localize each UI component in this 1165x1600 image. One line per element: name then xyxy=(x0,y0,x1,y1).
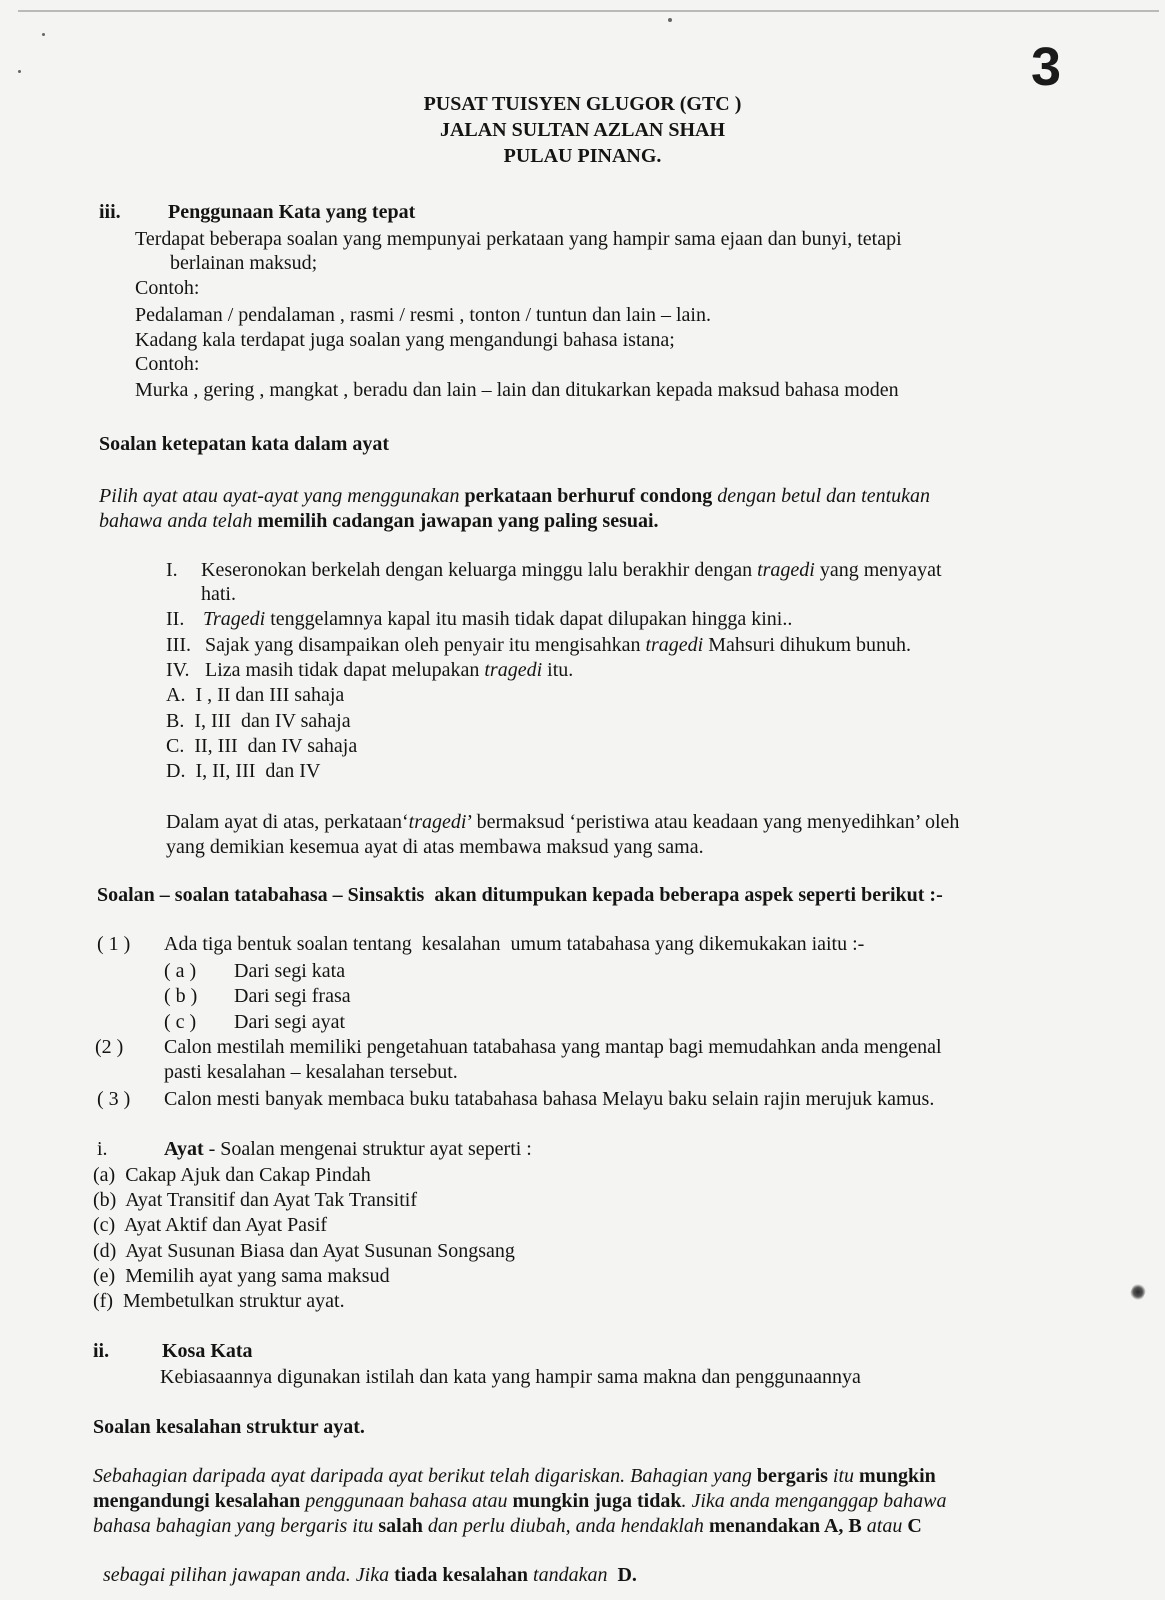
kesalahan-instruction-line-1 xyxy=(93,1464,936,1488)
sub-point-label: ( c ) xyxy=(164,1011,197,1033)
sub-point-label: ( b ) xyxy=(164,985,198,1007)
sentence-text: Sajak yang disampaikan oleh penyair itu mengisahkan xyxy=(205,634,646,656)
section-iii-paragraph-1: Terdapat beberapa soalan yang mempunyai perkataan yang hampir sama ejaan dan bunyi, tetapi xyxy=(135,228,902,250)
kesalahan-heading: Soalan kesalahan struktur ayat. xyxy=(93,1416,365,1438)
point-3-text: Calon mesti banyak membaca buku tatabahasa bahasa Melayu baku selain rajin merujuk kamus. xyxy=(164,1088,935,1110)
instruction-bold: C xyxy=(907,1515,922,1537)
sentence-2 xyxy=(203,607,792,631)
instruction-italic: Pilih ayat atau ayat-ayat yang menggunakan xyxy=(99,485,465,507)
instruction-italic: dengan betul dan tentukan xyxy=(712,485,931,507)
sentence-4 xyxy=(205,658,573,682)
sentence-text: Keseronokan berkelah dengan keluarga minggu lalu berakhir dengan xyxy=(201,559,758,581)
ayat-item-e: (e) Memilih ayat yang sama maksud xyxy=(93,1265,390,1287)
ketepatan-instruction-line-2 xyxy=(99,509,659,533)
section-iii-example-2: Murka , gering , mangkat , beradu dan lain – lain dan ditukarkan kepada maksud bahasa moden xyxy=(135,379,899,401)
ayat-number: i. xyxy=(97,1138,108,1160)
sub-point-label: ( a ) xyxy=(164,960,197,982)
section-iii-paragraph-2: Kadang kala terdapat juga soalan yang mengandungi bahasa istana; xyxy=(135,329,675,351)
sub-point-text: Dari segi frasa xyxy=(234,985,351,1007)
target-word: tragedi xyxy=(757,559,815,581)
instruction-bold: mungkin juga tidak xyxy=(512,1490,682,1512)
tatabahasa-heading: Soalan – soalan tatabahasa – Sinsaktis akan ditumpukan kepada beberapa aspek seperti berikut :- xyxy=(97,884,943,906)
kosa-number: ii. xyxy=(93,1340,110,1362)
instruction-bold: mengandungi kesalahan xyxy=(93,1490,301,1512)
instruction-italic: sebagai pilihan jawapan anda. Jika xyxy=(103,1564,395,1586)
ayat-title: Ayat xyxy=(164,1138,204,1160)
sentence-number: I. xyxy=(166,559,178,581)
ayat-heading xyxy=(164,1137,532,1161)
scan-speck xyxy=(42,33,45,36)
instruction-bold: bergaris xyxy=(756,1465,828,1487)
sentence-1-cont: hati. xyxy=(201,583,236,605)
instruction-italic: . Jika anda menganggap bahawa xyxy=(681,1490,947,1512)
answer-option-b: B. I, III dan IV sahaja xyxy=(166,710,351,732)
instruction-italic: bahasa bahagian yang bergaris itu xyxy=(93,1515,379,1537)
sentence-3 xyxy=(205,633,911,657)
instruction-italic: penggunaan bahasa atau xyxy=(300,1490,513,1512)
kosa-description: Kebiasaannya digunakan istilah dan kata yang hampir sama makna dan penggunaannya xyxy=(160,1366,861,1388)
sentence-number: IV. xyxy=(166,659,190,681)
target-word: tragedi xyxy=(645,634,704,656)
point-number: (2 ) xyxy=(95,1036,124,1058)
top-scan-edge xyxy=(18,10,1159,12)
instruction-italic: Sebahagian daripada ayat daripada ayat berikut telah digariskan. Bahagian yang xyxy=(93,1465,757,1487)
ayat-description: - Soalan mengenai struktur ayat seperti : xyxy=(203,1138,532,1160)
sentence-text: Mahsuri dihukum bunuh. xyxy=(703,634,912,656)
instruction-bold: mungkin xyxy=(859,1465,936,1487)
ayat-item-c: (c) Ayat Aktif dan Ayat Pasif xyxy=(93,1214,328,1236)
ayat-item-f: (f) Membetulkan struktur ayat. xyxy=(93,1290,345,1312)
kesalahan-instruction-line-2 xyxy=(93,1489,946,1513)
target-word: Tragedi xyxy=(203,608,266,630)
ketepatan-instruction-line-1 xyxy=(99,484,930,508)
section-iii-example-1: Pedalaman / pendalaman , rasmi / resmi , tonton / tuntun dan lain – lain. xyxy=(135,304,711,326)
answer-option-a: A. I , II dan III sahaja xyxy=(166,684,345,706)
point-2-text: Calon mestilah memiliki pengetahuan tatabahasa yang mantap bagi memudahkan anda mengenal xyxy=(164,1036,942,1058)
instruction-italic: itu xyxy=(827,1465,860,1487)
point-number: ( 3 ) xyxy=(97,1088,131,1110)
instruction-bold: salah xyxy=(378,1515,423,1537)
point-number: ( 1 ) xyxy=(97,933,131,955)
sentence-number: III. xyxy=(166,634,191,656)
section-iii-paragraph-1-cont: berlainan maksud; xyxy=(170,252,318,274)
instruction-bold: perkataan berhuruf condong xyxy=(464,485,713,507)
instruction-italic: bahawa anda telah xyxy=(99,510,258,532)
section-iii-number: iii. xyxy=(99,201,121,223)
point-1-text: Ada tiga bentuk soalan tentang kesalahan umum tatabahasa yang dikemukakan iaitu :- xyxy=(164,933,865,955)
sentence-1 xyxy=(201,558,942,582)
target-word: tragedi xyxy=(408,811,467,833)
page-number: 3 xyxy=(1031,37,1062,97)
instruction-bold: D. xyxy=(617,1564,637,1586)
explanation-text: Dalam ayat di atas, perkataan‘ xyxy=(166,811,409,833)
sub-point-text: Dari segi kata xyxy=(234,960,346,982)
explanation-line-1 xyxy=(166,810,959,834)
sentence-text: tenggelamnya kapal itu masih tidak dapat dilupakan hingga kini.. xyxy=(265,608,793,630)
answer-option-d: D. I, II, III dan IV xyxy=(166,760,321,782)
instruction-bold: menandakan A, B xyxy=(708,1515,862,1537)
instruction-bold: tiada kesalahan xyxy=(394,1564,529,1586)
instruction-bold: memilih cadangan jawapan yang paling sesuai. xyxy=(257,510,659,532)
section-iii-title: Penggunaan Kata yang tepat xyxy=(168,201,416,223)
explanation-text: ’ bermaksud ‘peristiwa atau keadaan yang menyedihkan’ oleh xyxy=(466,811,960,833)
kosa-title: Kosa Kata xyxy=(162,1340,253,1362)
ketepatan-heading: Soalan ketepatan kata dalam ayat xyxy=(99,433,390,455)
ayat-item-a: (a) Cakap Ajuk dan Cakap Pindah xyxy=(93,1164,371,1186)
kesalahan-instruction-line-3 xyxy=(93,1514,922,1538)
sentence-text: itu. xyxy=(542,659,574,681)
instruction-italic: dan perlu diubah, anda hendaklah xyxy=(422,1515,709,1537)
section-iii-contoh-2: Contoh: xyxy=(135,353,200,375)
target-word: tragedi xyxy=(484,659,543,681)
ayat-item-b: (b) Ayat Transitif dan Ayat Tak Transitif xyxy=(93,1189,418,1211)
sentence-number: II. xyxy=(166,608,185,630)
sentence-text: Liza masih tidak dapat melupakan xyxy=(205,659,485,681)
header-line-3: PULAU PINANG. xyxy=(503,145,662,167)
scan-speck xyxy=(668,18,672,22)
header-line-1: PUSAT TUISYEN GLUGOR (GTC ) xyxy=(423,93,742,115)
sub-point-text: Dari segi ayat xyxy=(234,1011,346,1033)
instruction-italic: tandakan xyxy=(528,1564,618,1586)
ink-smudge xyxy=(1128,1281,1148,1303)
answer-option-c: C. II, III dan IV sahaja xyxy=(166,735,358,757)
ayat-item-d: (d) Ayat Susunan Biasa dan Ayat Susunan Songsang xyxy=(93,1240,515,1262)
point-2-text-cont: pasti kesalahan – kesalahan tersebut. xyxy=(164,1061,458,1083)
section-iii-contoh-1: Contoh: xyxy=(135,277,200,299)
instruction-italic: atau xyxy=(861,1515,908,1537)
header-line-2: JALAN SULTAN AZLAN SHAH xyxy=(439,119,726,141)
sentence-text: yang menyayat xyxy=(814,559,942,581)
scan-speck xyxy=(18,70,21,73)
kesalahan-instruction-line-4 xyxy=(93,1539,637,1587)
explanation-line-2: yang demikian kesemua ayat di atas membawa maksud yang sama. xyxy=(166,836,704,858)
